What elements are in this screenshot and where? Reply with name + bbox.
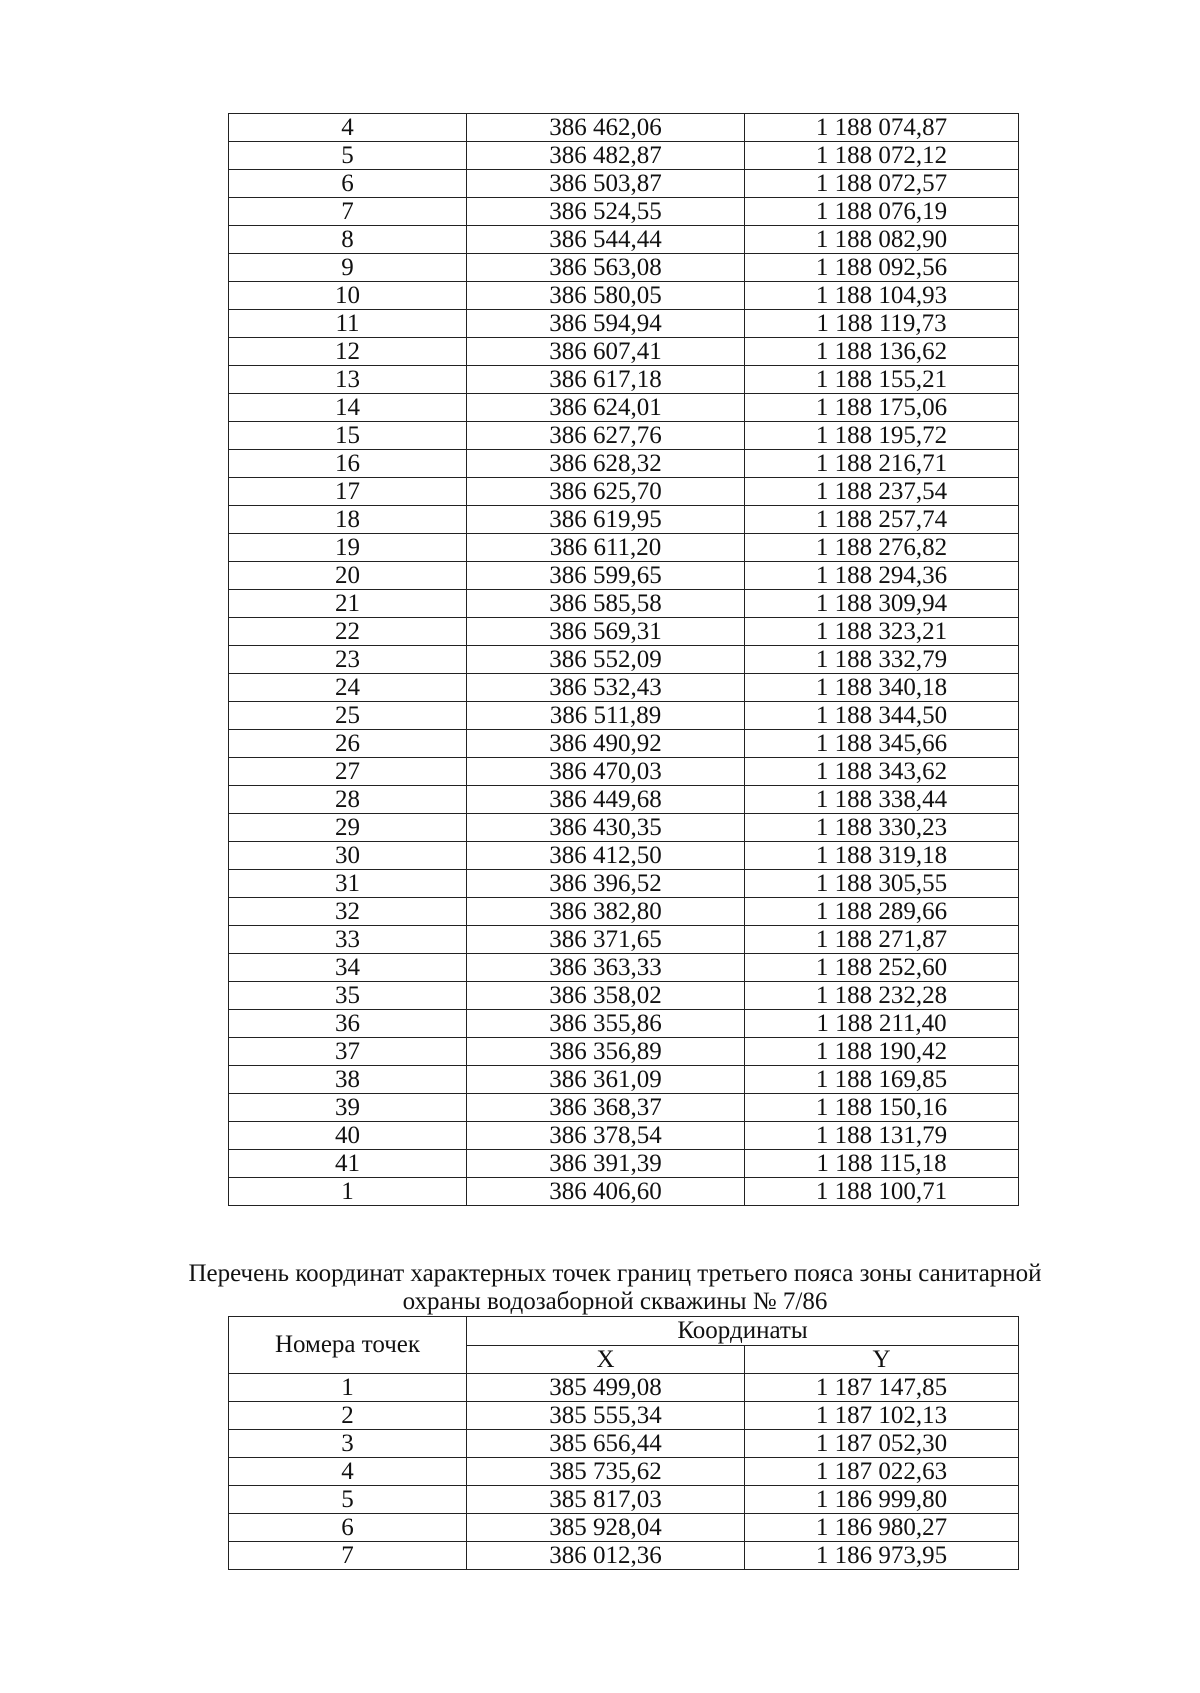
table-row (229, 142, 1019, 170)
y-coordinate-cell: 1 187 022,63 (745, 1458, 1019, 1486)
y-coordinate-cell: 1 188 344,50 (745, 702, 1019, 730)
point-number-cell: 22 (229, 618, 467, 646)
point-number-cell: 20 (229, 562, 467, 590)
y-coordinate-cell: 1 188 195,72 (745, 422, 1019, 450)
x-coordinate-cell: 386 594,94 (467, 310, 745, 338)
y-coordinate-cell: 1 186 980,27 (745, 1514, 1019, 1542)
point-number-cell: 26 (229, 730, 467, 758)
x-coordinate-cell: 386 012,36 (467, 1542, 745, 1570)
point-number-cell: 5 (229, 142, 467, 170)
table-row (229, 954, 1019, 982)
header-coordinates: Координаты (467, 1317, 1019, 1346)
y-coordinate-cell: 1 188 232,28 (745, 982, 1019, 1010)
point-number-cell: 32 (229, 898, 467, 926)
x-coordinate-cell: 386 358,02 (467, 982, 745, 1010)
point-number-cell: 10 (229, 282, 467, 310)
y-coordinate-cell: 1 188 115,18 (745, 1150, 1019, 1178)
y-coordinate-cell: 1 188 319,18 (745, 842, 1019, 870)
table-row (229, 394, 1019, 422)
x-coordinate-cell: 386 580,05 (467, 282, 745, 310)
point-number-cell: 3 (229, 1430, 467, 1458)
third-belt-coordinates-table (228, 1316, 1019, 1570)
table-row (229, 1122, 1019, 1150)
x-coordinate-cell: 386 430,35 (467, 814, 745, 842)
point-number-cell: 1 (229, 1178, 467, 1206)
point-number-cell: 39 (229, 1094, 467, 1122)
x-coordinate-cell: 386 599,65 (467, 562, 745, 590)
point-number-cell: 14 (229, 394, 467, 422)
x-coordinate-cell: 386 585,58 (467, 590, 745, 618)
table-row (229, 1402, 1019, 1430)
y-coordinate-cell: 1 186 999,80 (745, 1486, 1019, 1514)
table-row (229, 506, 1019, 534)
table-row (229, 1010, 1019, 1038)
point-number-cell: 21 (229, 590, 467, 618)
x-coordinate-cell: 386 511,89 (467, 702, 745, 730)
y-coordinate-cell: 1 188 211,40 (745, 1010, 1019, 1038)
point-number-cell: 27 (229, 758, 467, 786)
y-coordinate-cell: 1 188 340,18 (745, 674, 1019, 702)
x-coordinate-cell: 386 490,92 (467, 730, 745, 758)
x-coordinate-cell: 385 735,62 (467, 1458, 745, 1486)
point-number-cell: 4 (229, 114, 467, 142)
y-coordinate-cell: 1 188 072,57 (745, 170, 1019, 198)
table-row (229, 982, 1019, 1010)
y-coordinate-cell: 1 188 076,19 (745, 198, 1019, 226)
point-number-cell: 41 (229, 1150, 467, 1178)
x-coordinate-cell: 385 499,08 (467, 1374, 745, 1402)
point-number-cell: 6 (229, 170, 467, 198)
point-number-cell: 17 (229, 478, 467, 506)
table-row (229, 114, 1019, 142)
y-coordinate-cell: 1 188 082,90 (745, 226, 1019, 254)
table-row (229, 730, 1019, 758)
header-y: Y (745, 1345, 1019, 1374)
caption-line-2: охраны водозаборной скважины № 7/86 (402, 1288, 828, 1315)
y-coordinate-cell: 1 188 289,66 (745, 898, 1019, 926)
table-caption (150, 1260, 1080, 1316)
y-coordinate-cell: 1 188 338,44 (745, 786, 1019, 814)
point-number-cell: 40 (229, 1122, 467, 1150)
table-header (229, 1317, 1019, 1374)
table-row (229, 1430, 1019, 1458)
point-number-cell: 31 (229, 870, 467, 898)
x-coordinate-cell: 386 361,09 (467, 1066, 745, 1094)
y-coordinate-cell: 1 186 973,95 (745, 1542, 1019, 1570)
table-row (229, 926, 1019, 954)
point-number-cell: 36 (229, 1010, 467, 1038)
point-number-cell: 28 (229, 786, 467, 814)
x-coordinate-cell: 386 396,52 (467, 870, 745, 898)
x-coordinate-cell: 386 569,31 (467, 618, 745, 646)
table-row (229, 226, 1019, 254)
y-coordinate-cell: 1 188 330,23 (745, 814, 1019, 842)
x-coordinate-cell: 386 524,55 (467, 198, 745, 226)
third-belt-table-body (229, 1374, 1019, 1570)
y-coordinate-cell: 1 188 104,93 (745, 282, 1019, 310)
y-coordinate-cell: 1 188 155,21 (745, 366, 1019, 394)
point-number-cell: 9 (229, 254, 467, 282)
point-number-cell: 24 (229, 674, 467, 702)
table-row (229, 870, 1019, 898)
point-number-cell: 38 (229, 1066, 467, 1094)
point-number-cell: 29 (229, 814, 467, 842)
point-number-cell: 8 (229, 226, 467, 254)
point-number-cell: 5 (229, 1486, 467, 1514)
table-row (229, 450, 1019, 478)
point-number-cell: 13 (229, 366, 467, 394)
table-row (229, 422, 1019, 450)
point-number-cell: 30 (229, 842, 467, 870)
point-number-cell: 7 (229, 1542, 467, 1570)
point-number-cell: 23 (229, 646, 467, 674)
x-coordinate-cell: 386 406,60 (467, 1178, 745, 1206)
y-coordinate-cell: 1 188 271,87 (745, 926, 1019, 954)
point-number-cell: 16 (229, 450, 467, 478)
table-row (229, 1514, 1019, 1542)
x-coordinate-cell: 386 503,87 (467, 170, 745, 198)
x-coordinate-cell: 386 363,33 (467, 954, 745, 982)
x-coordinate-cell: 386 449,68 (467, 786, 745, 814)
table-row (229, 562, 1019, 590)
x-coordinate-cell: 386 544,44 (467, 226, 745, 254)
y-coordinate-cell: 1 187 102,13 (745, 1402, 1019, 1430)
point-number-cell: 34 (229, 954, 467, 982)
x-coordinate-cell: 386 552,09 (467, 646, 745, 674)
x-coordinate-cell: 386 368,37 (467, 1094, 745, 1122)
y-coordinate-cell: 1 188 119,73 (745, 310, 1019, 338)
table-row (229, 1038, 1019, 1066)
y-coordinate-cell: 1 188 276,82 (745, 534, 1019, 562)
x-coordinate-cell: 386 356,89 (467, 1038, 745, 1066)
x-coordinate-cell: 386 563,08 (467, 254, 745, 282)
y-coordinate-cell: 1 188 237,54 (745, 478, 1019, 506)
y-coordinate-cell: 1 188 332,79 (745, 646, 1019, 674)
y-coordinate-cell: 1 188 190,42 (745, 1038, 1019, 1066)
x-coordinate-cell: 386 611,20 (467, 534, 745, 562)
table-row (229, 646, 1019, 674)
x-coordinate-cell: 386 378,54 (467, 1122, 745, 1150)
point-number-cell: 25 (229, 702, 467, 730)
point-number-cell: 19 (229, 534, 467, 562)
y-coordinate-cell: 1 188 169,85 (745, 1066, 1019, 1094)
table-row (229, 1542, 1019, 1570)
table-row (229, 898, 1019, 926)
point-number-cell: 18 (229, 506, 467, 534)
y-coordinate-cell: 1 188 309,94 (745, 590, 1019, 618)
x-coordinate-cell: 386 619,95 (467, 506, 745, 534)
y-coordinate-cell: 1 188 175,06 (745, 394, 1019, 422)
point-number-cell: 33 (229, 926, 467, 954)
table-row (229, 1150, 1019, 1178)
header-point-numbers: Номера точек (229, 1317, 467, 1374)
point-number-cell: 35 (229, 982, 467, 1010)
table-row (229, 674, 1019, 702)
x-coordinate-cell: 386 625,70 (467, 478, 745, 506)
x-coordinate-cell: 386 462,06 (467, 114, 745, 142)
y-coordinate-cell: 1 188 294,36 (745, 562, 1019, 590)
point-number-cell: 37 (229, 1038, 467, 1066)
point-number-cell: 6 (229, 1514, 467, 1542)
table-row (229, 1486, 1019, 1514)
y-coordinate-cell: 1 188 252,60 (745, 954, 1019, 982)
point-number-cell: 11 (229, 310, 467, 338)
table-row (229, 1458, 1019, 1486)
table-row (229, 618, 1019, 646)
point-number-cell: 4 (229, 1458, 467, 1486)
y-coordinate-cell: 1 187 052,30 (745, 1430, 1019, 1458)
y-coordinate-cell: 1 188 345,66 (745, 730, 1019, 758)
table-row (229, 170, 1019, 198)
x-coordinate-cell: 385 928,04 (467, 1514, 745, 1542)
table-row (229, 366, 1019, 394)
table-row (229, 786, 1019, 814)
y-coordinate-cell: 1 188 150,16 (745, 1094, 1019, 1122)
x-coordinate-cell: 386 532,43 (467, 674, 745, 702)
table-row (229, 1094, 1019, 1122)
header-x: X (467, 1345, 745, 1374)
table-row (229, 338, 1019, 366)
x-coordinate-cell: 386 382,80 (467, 898, 745, 926)
y-coordinate-cell: 1 188 072,12 (745, 142, 1019, 170)
table-row (229, 198, 1019, 226)
coordinates-table-continued (228, 113, 1019, 1206)
caption-line-1: Перечень координат характерных точек границ третьего пояса зоны санитарной (188, 1260, 1042, 1287)
x-coordinate-cell: 385 555,34 (467, 1402, 745, 1430)
table-row (229, 254, 1019, 282)
y-coordinate-cell: 1 188 136,62 (745, 338, 1019, 366)
point-number-cell: 7 (229, 198, 467, 226)
table-row (229, 1178, 1019, 1206)
point-number-cell: 2 (229, 1402, 467, 1430)
x-coordinate-cell: 386 470,03 (467, 758, 745, 786)
y-coordinate-cell: 1 188 092,56 (745, 254, 1019, 282)
x-coordinate-cell: 386 627,76 (467, 422, 745, 450)
table-row (229, 702, 1019, 730)
y-coordinate-cell: 1 188 323,21 (745, 618, 1019, 646)
x-coordinate-cell: 386 617,18 (467, 366, 745, 394)
y-coordinate-cell: 1 188 131,79 (745, 1122, 1019, 1150)
x-coordinate-cell: 386 482,87 (467, 142, 745, 170)
table-row (229, 1374, 1019, 1402)
table-row (229, 534, 1019, 562)
coordinates-table-body (229, 114, 1019, 1206)
y-coordinate-cell: 1 188 343,62 (745, 758, 1019, 786)
x-coordinate-cell: 386 607,41 (467, 338, 745, 366)
x-coordinate-cell: 386 391,39 (467, 1150, 745, 1178)
x-coordinate-cell: 386 624,01 (467, 394, 745, 422)
table-row (229, 310, 1019, 338)
point-number-cell: 15 (229, 422, 467, 450)
x-coordinate-cell: 386 355,86 (467, 1010, 745, 1038)
y-coordinate-cell: 1 188 305,55 (745, 870, 1019, 898)
x-coordinate-cell: 386 628,32 (467, 450, 745, 478)
table-row (229, 1066, 1019, 1094)
table-row (229, 842, 1019, 870)
table-row (229, 282, 1019, 310)
y-coordinate-cell: 1 188 257,74 (745, 506, 1019, 534)
point-number-cell: 1 (229, 1374, 467, 1402)
x-coordinate-cell: 386 412,50 (467, 842, 745, 870)
y-coordinate-cell: 1 187 147,85 (745, 1374, 1019, 1402)
table-row (229, 814, 1019, 842)
x-coordinate-cell: 386 371,65 (467, 926, 745, 954)
y-coordinate-cell: 1 188 100,71 (745, 1178, 1019, 1206)
y-coordinate-cell: 1 188 074,87 (745, 114, 1019, 142)
table-row (229, 478, 1019, 506)
x-coordinate-cell: 385 656,44 (467, 1430, 745, 1458)
point-number-cell: 12 (229, 338, 467, 366)
table-row (229, 758, 1019, 786)
x-coordinate-cell: 385 817,03 (467, 1486, 745, 1514)
table-row (229, 590, 1019, 618)
y-coordinate-cell: 1 188 216,71 (745, 450, 1019, 478)
